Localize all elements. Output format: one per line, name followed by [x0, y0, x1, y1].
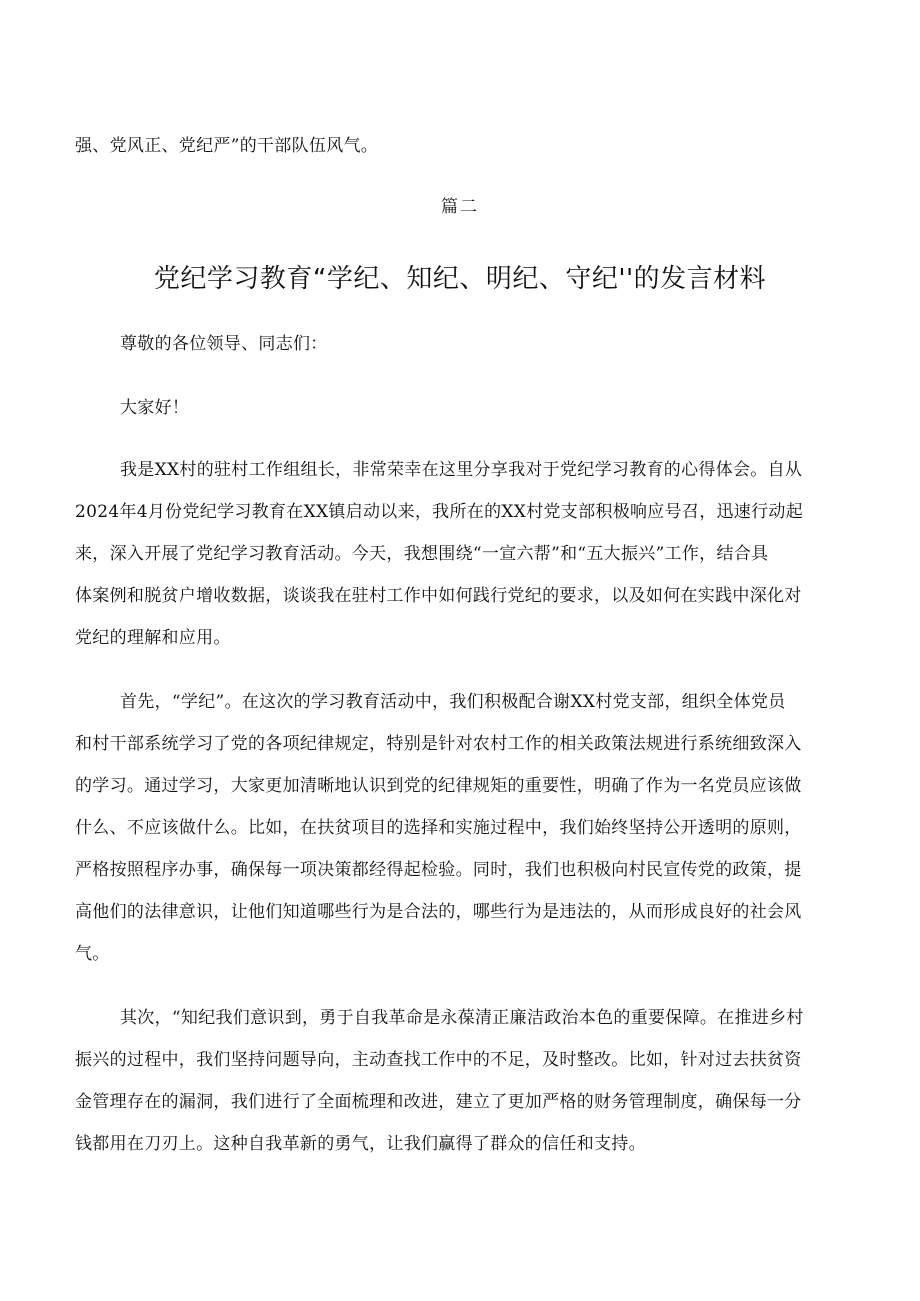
paragraph-line: 我是XX村的驻村工作组组长，非常荣幸在这里分享我对于党纪学习教育的心得体会。自从 — [120, 460, 803, 480]
paragraph-line: 的学习。通过学习，大家更加清晰地认识到党的纪律规矩的重要性，明确了作为一名党员应该做 — [75, 776, 802, 796]
paragraph-line: 其次，“知纪我们意识到，勇于自我革命是永葆清正廉洁政治本色的重要保障。在推进乡村 — [120, 1008, 804, 1028]
paragraph-line: 党纪的理解和应用。 — [75, 628, 231, 648]
paragraph-line: 什么、不应该做什么。比如，在扶贫项目的选择和实施过程中，我们始终坚持公开透明的原则， — [75, 818, 802, 838]
salutation: 尊敬的各位领导、同志们： — [120, 334, 328, 354]
paragraph-line: 首先，“学纪”。在这次的学习教育活动中，我们积极配合谢XX村党支部，组织全体党员 — [120, 692, 786, 712]
paragraph-line: 体案例和脱贫户增收数据，谈谈我在驻村工作中如何践行党纪的要求，以及如何在实践中深化对 — [75, 586, 802, 606]
paragraph-line: 气。 — [75, 944, 110, 964]
paragraph-line: 来，深入开展了党纪学习教育活动。今天，我想围绕“一宣六帮”和“五大振兴”工作，结合具 — [75, 544, 769, 564]
paragraph-line: 钱都用在刀刃上。这种自我革新的勇气，让我们赢得了群众的信任和支持。 — [75, 1134, 646, 1154]
greeting: 大家好！ — [120, 398, 190, 418]
paragraph-line: 高他们的法律意识，让他们知道哪些行为是合法的，哪些行为是违法的，从而形成良好的社会风 — [75, 902, 802, 922]
section-label: 篇二 — [441, 197, 479, 217]
paragraph-line: 严格按照程序办事，确保每一项决策都经得起检验。同时，我们也积极向村民宣传党的政策，提 — [75, 860, 802, 880]
paragraph-line: 振兴的过程中，我们坚持问题导向，主动查找工作中的不足，及时整改。比如，针对过去扶贫资 — [75, 1050, 802, 1070]
document-title: 党纪学习教育“学纪、知纪、明纪、守纪''的发言材料 — [153, 264, 767, 294]
paragraph-line: 金管理存在的漏洞，我们进行了全面梳理和改进，建立了更加严格的财务管理制度，确保每一分 — [75, 1092, 802, 1112]
carryover-line: 强、党风正、党纪严”的干部队伍风气。 — [75, 136, 379, 156]
paragraph-line: 2024年4月份党纪学习教育在XX镇启动以来，我所在的XX村党支部积极响应号召，迅速行动起 — [75, 502, 803, 522]
paragraph-line: 和村干部系统学习了党的各项纪律规定，特别是针对农村工作的相关政策法规进行系统细致深入 — [75, 734, 802, 754]
